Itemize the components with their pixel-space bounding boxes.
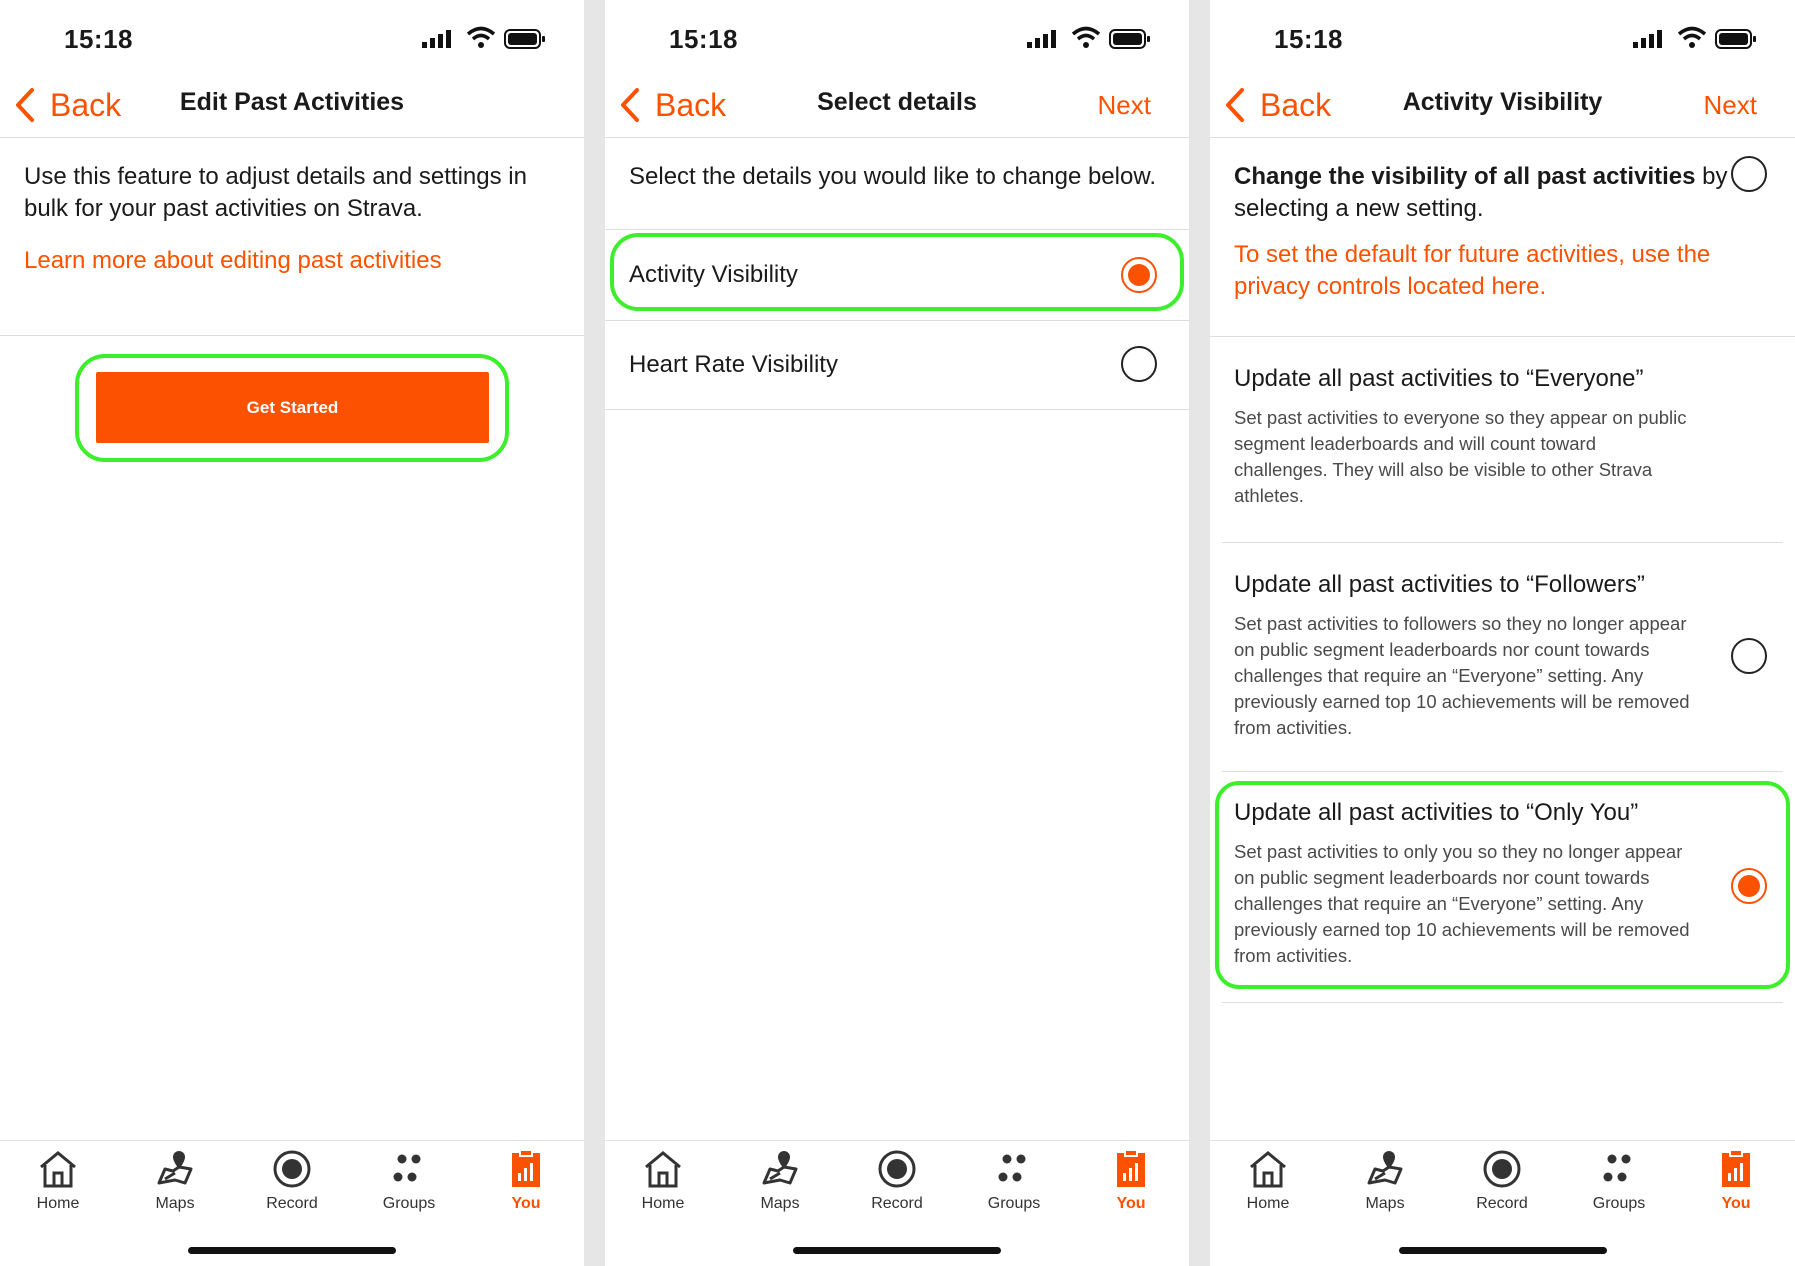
screen-select-details (605, 0, 1189, 1266)
screen-edit-past-activities (0, 0, 584, 1266)
option-description: Set past activities to everyone so they appear on public segment leaderboards and will count toward challenges. They will also be visible to other Strava athletes. (1234, 407, 1687, 506)
option-title: Update all past activities to “Only You” (1234, 799, 1639, 826)
battery-icon (1715, 29, 1757, 49)
privacy-controls-link[interactable]: To set the default for future activities, use the privacy controls located here. (1234, 241, 1711, 300)
back-label: Back (1260, 86, 1332, 123)
tab-label: You (1116, 1195, 1146, 1212)
get-started-button[interactable]: Get Started (96, 372, 489, 443)
tab-bar (1210, 1140, 1795, 1266)
tab-label: Groups (987, 1195, 1041, 1212)
tab-label: Groups (1592, 1195, 1646, 1212)
content (605, 139, 1189, 1140)
home-icon (641, 1147, 685, 1191)
divider (605, 229, 1189, 230)
next-button[interactable]: Next (1703, 90, 1757, 120)
maps-icon (1363, 1147, 1407, 1191)
option-followers[interactable] (1210, 543, 1795, 771)
tab-home[interactable] (8, 1147, 108, 1213)
content (0, 139, 584, 1140)
maps-icon (153, 1147, 197, 1191)
option-title: Update all past activities to “Followers” (1234, 571, 1645, 598)
divider (605, 409, 1189, 410)
radio-everyone[interactable] (1731, 156, 1767, 192)
tab-label: You (1721, 1195, 1751, 1212)
option-label: Activity Visibility (629, 261, 798, 288)
groups-icon (992, 1147, 1036, 1191)
status-bar (0, 0, 584, 78)
divider (0, 335, 584, 336)
tab-label: Home (641, 1195, 685, 1212)
tab-record[interactable] (1452, 1147, 1552, 1213)
tab-maps[interactable] (125, 1147, 225, 1213)
groups-icon (387, 1147, 431, 1191)
intro-bold: Change the visibility of all past activities (1234, 163, 1696, 190)
intro-text (1210, 139, 1795, 225)
wifi-icon (1071, 26, 1101, 48)
nav-bar (1210, 78, 1795, 138)
you-icon (1109, 1147, 1153, 1191)
tab-bar (0, 1140, 584, 1266)
option-everyone[interactable] (1210, 337, 1795, 542)
option-text (1234, 571, 1694, 741)
option-heart-rate-visibility[interactable] (605, 321, 1189, 409)
option-label: Heart Rate Visibility (629, 351, 838, 378)
radio-followers[interactable] (1731, 638, 1767, 674)
highlight-outline (1215, 781, 1790, 989)
divider (1222, 1002, 1783, 1003)
signal-icon (1027, 30, 1059, 48)
screen-activity-visibility (1210, 0, 1795, 1266)
tab-label: Maps (155, 1195, 195, 1212)
tab-label: Record (266, 1195, 318, 1212)
radio-unselected[interactable] (1121, 346, 1157, 382)
tab-home[interactable] (613, 1147, 713, 1213)
status-time: 15:18 (64, 24, 133, 54)
tab-you[interactable] (1686, 1147, 1786, 1213)
wifi-icon (466, 26, 496, 48)
tab-record[interactable] (847, 1147, 947, 1213)
signal-icon (1633, 30, 1665, 48)
tab-groups[interactable] (1569, 1147, 1669, 1213)
learn-more-link[interactable]: Learn more about editing past activities (24, 247, 442, 274)
you-icon (1714, 1147, 1758, 1191)
home-icon (1246, 1147, 1290, 1191)
tab-record[interactable] (242, 1147, 342, 1213)
groups-icon (1597, 1147, 1641, 1191)
status-bar (605, 0, 1189, 78)
option-title: Update all past activities to “Everyone” (1234, 365, 1644, 392)
tab-you[interactable] (476, 1147, 576, 1213)
page-title: Edit Past Activities (179, 88, 405, 116)
tab-label: Maps (1365, 1195, 1405, 1212)
tab-label: Maps (760, 1195, 800, 1212)
tab-home[interactable] (1218, 1147, 1318, 1213)
battery-icon (504, 29, 546, 49)
tab-label: Record (1476, 1195, 1528, 1212)
tab-maps[interactable] (730, 1147, 830, 1213)
you-icon (504, 1147, 548, 1191)
page-title: Select details (817, 88, 977, 116)
tab-label: Groups (382, 1195, 436, 1212)
nav-bar (605, 78, 1189, 138)
wifi-icon (1677, 26, 1707, 48)
tab-maps[interactable] (1335, 1147, 1435, 1213)
maps-icon (758, 1147, 802, 1191)
home-indicator (1399, 1247, 1607, 1254)
option-text (1234, 365, 1694, 509)
record-icon (875, 1147, 919, 1191)
tab-groups[interactable] (964, 1147, 1064, 1213)
battery-icon (1109, 29, 1151, 49)
status-bar (1210, 0, 1795, 78)
page-title: Activity Visibility (1402, 88, 1603, 116)
tab-bar (605, 1140, 1189, 1266)
status-time: 15:18 (1274, 24, 1343, 54)
option-description: Set past activities to followers so they no longer appear on public segment leaderboards nor count towards challenges that require an “Everyone” setting. Any previously earned top 10 achievements will be removed from activities. (1234, 613, 1690, 738)
tab-label: Record (871, 1195, 923, 1212)
record-icon (270, 1147, 314, 1191)
tab-label: Home (36, 1195, 80, 1212)
nav-bar (0, 78, 584, 138)
back-label: Back (50, 86, 122, 123)
home-indicator (188, 1247, 396, 1254)
intro-rest: by selecting a new setting. (1234, 163, 1728, 222)
tab-label: You (511, 1195, 541, 1212)
record-icon (1480, 1147, 1524, 1191)
content (1210, 139, 1795, 1140)
tab-label: Home (1246, 1195, 1290, 1212)
back-label: Back (655, 86, 727, 123)
intro-text: Select the details you would like to change below. (629, 163, 1157, 190)
home-icon (36, 1147, 80, 1191)
home-indicator (793, 1247, 1001, 1254)
signal-icon (422, 30, 454, 48)
option-description: Set past activities to only you so they no longer appear on public segment leaderboards nor count towards challenges that require an “Everyone” setting. Any previously earned top 10 achievements will be removed from activities. (1234, 841, 1690, 966)
intro-text: Use this feature to adjust details and settings in bulk for your past activities on Strava. (24, 163, 527, 222)
highlight-outline (610, 233, 1184, 311)
next-button[interactable]: Next (1097, 90, 1151, 120)
tab-groups[interactable] (359, 1147, 459, 1213)
tab-you[interactable] (1081, 1147, 1181, 1213)
status-time: 15:18 (669, 24, 738, 54)
